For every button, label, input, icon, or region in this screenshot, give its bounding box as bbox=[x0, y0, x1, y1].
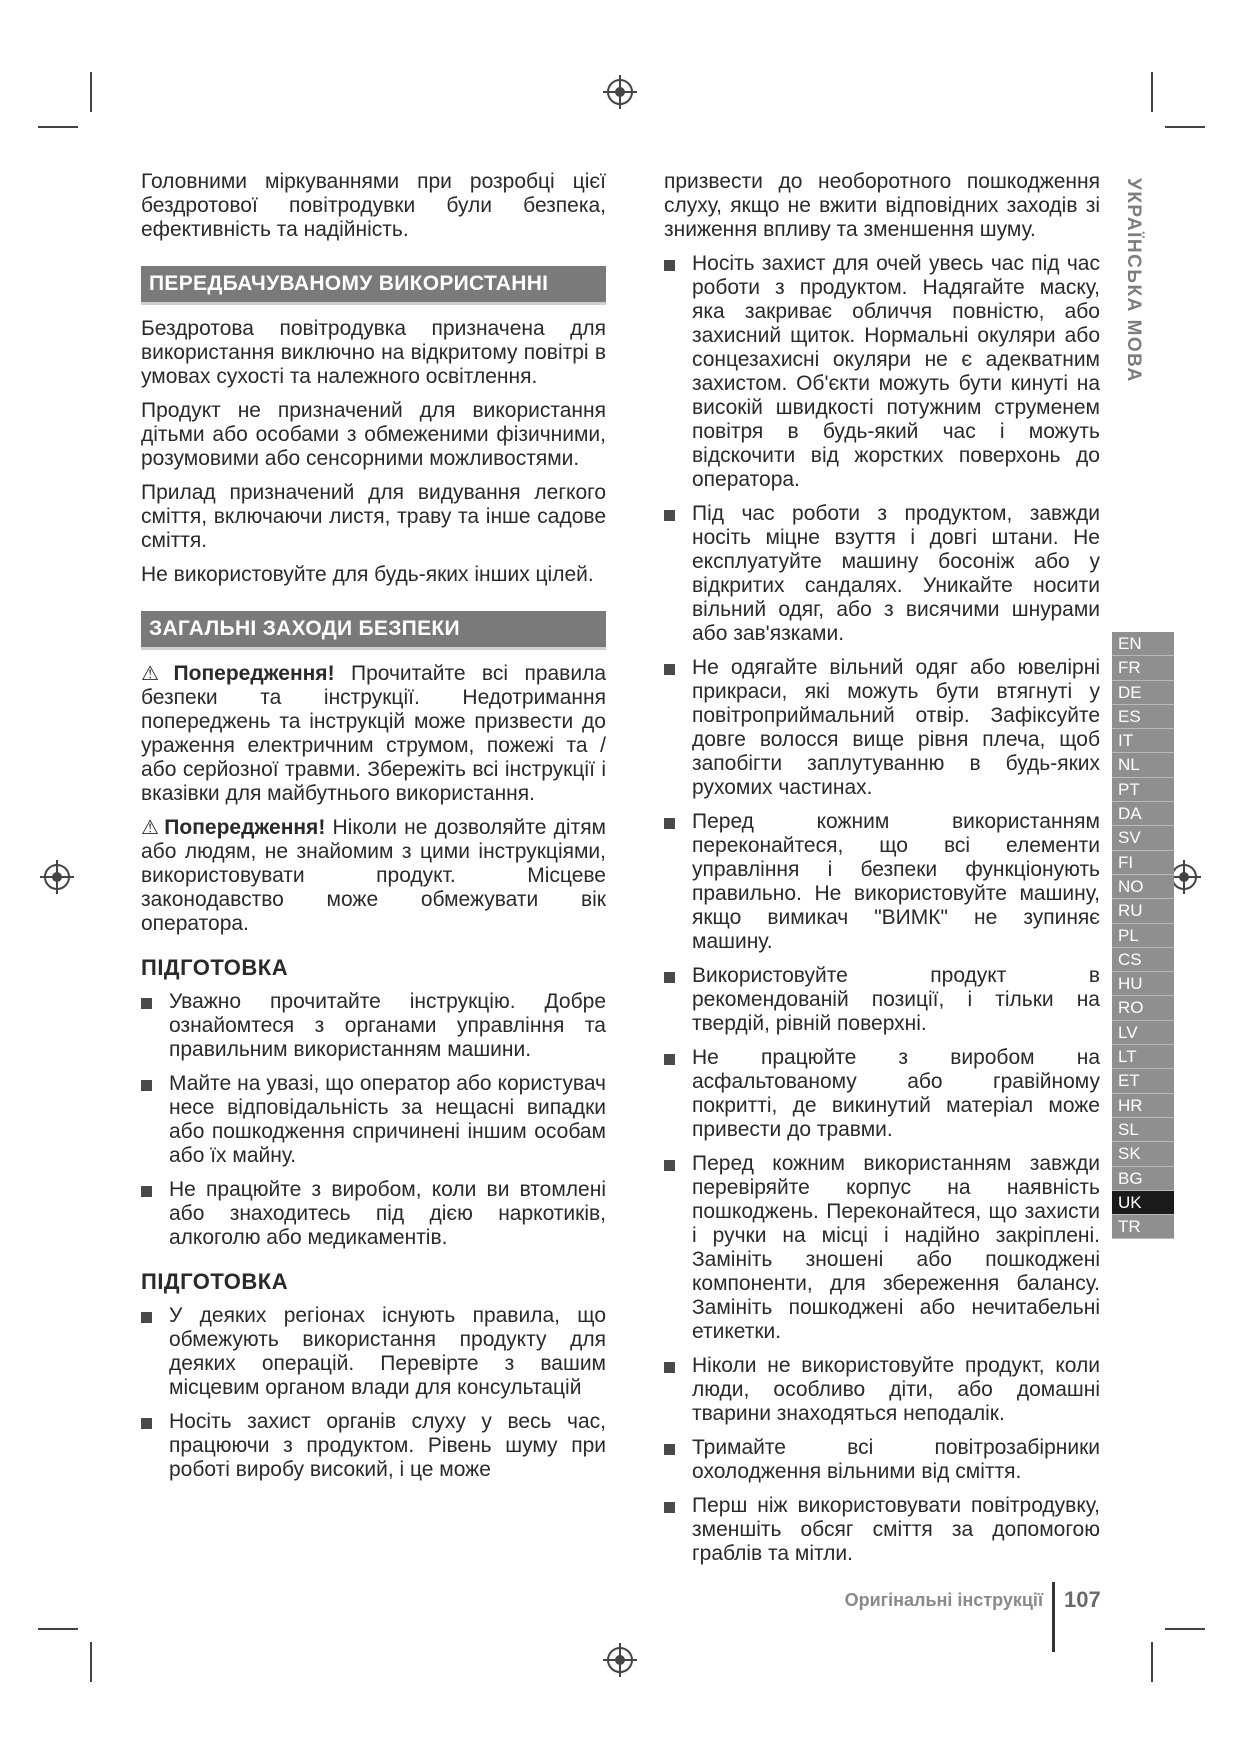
list-item: Майте на увазі, що оператор або користувач несе відповідальність за нещасні випадки або пошкодження спричинені іншим особам або їх майну. bbox=[141, 1072, 606, 1168]
page-number: 107 bbox=[1064, 1587, 1101, 1612]
list-item: Перед кожним використанням переконайтеся, що всі елементи управління і безпеки функціонують правильно. Не використовуйте машину, якщо вимикач "ВИМК" не зупиняє машину. bbox=[664, 810, 1100, 954]
language-tab-sk[interactable]: SK bbox=[1112, 1142, 1174, 1166]
bullet-square-icon bbox=[664, 1502, 675, 1513]
crop-mark bbox=[90, 1642, 92, 1682]
language-tab-pt[interactable]: PT bbox=[1112, 778, 1174, 802]
list-item: Носіть захист для очей увесь час під час роботи з продуктом. Надягайте маску, яка закриває обличчя повністю, або захисний щиток. Нормальні окуляри або сонцезахисні окуляри не є адекватним захистом. Об'єкти можуть бути кинуті на високій швидкості потужним струменем повітря в будь-який час і можуть відскочити від жорстких поверхонь до оператора. bbox=[664, 252, 1100, 492]
language-tab-en[interactable]: EN bbox=[1112, 632, 1174, 656]
list-item: Уважно прочитайте інструкцію. Добре ознайомтеся з органами управління та правильним використанням машини. bbox=[141, 990, 606, 1062]
language-tab-et[interactable]: ET bbox=[1112, 1069, 1174, 1093]
list-item: Перш ніж використовувати повітродувку, зменшіть обсяг сміття за допомогою граблів та мітли. bbox=[664, 1494, 1100, 1566]
language-tab-de[interactable]: DE bbox=[1112, 681, 1174, 705]
crop-mark bbox=[90, 72, 92, 112]
section-title-general-safety: ЗАГАЛЬНІ ЗАХОДИ БЕЗПЕКИ bbox=[141, 611, 606, 650]
crop-mark bbox=[38, 126, 78, 128]
list-item: Носіть захист органів слуху у весь час, працюючи з продуктом. Рівень шуму при роботі виробу високий, і це може bbox=[141, 1410, 606, 1482]
language-tab-sv[interactable]: SV bbox=[1112, 826, 1174, 850]
language-tab-da[interactable]: DA bbox=[1112, 802, 1174, 826]
language-tab-ru[interactable]: RU bbox=[1112, 899, 1174, 923]
language-tab-sl[interactable]: SL bbox=[1112, 1118, 1174, 1142]
bullet-square-icon bbox=[664, 510, 675, 521]
registration-mark-icon bbox=[44, 864, 70, 890]
crop-mark bbox=[38, 1628, 78, 1630]
bullet-square-icon bbox=[664, 1362, 675, 1373]
bullet-square-icon bbox=[664, 972, 675, 983]
language-tab-tr[interactable]: TR bbox=[1112, 1215, 1174, 1239]
crop-mark bbox=[1165, 126, 1205, 128]
subheading-preparation: ПІДГОТОВКА bbox=[141, 1269, 289, 1294]
language-tab-hu[interactable]: HU bbox=[1112, 972, 1174, 996]
bullet-square-icon bbox=[141, 1312, 152, 1323]
language-tab-ro[interactable]: RO bbox=[1112, 996, 1174, 1020]
language-tab-pl[interactable]: PL bbox=[1112, 924, 1174, 948]
list-item: Перед кожним використанням завжди перевіряйте корпус на наявність пошкоджень. Переконайтеся, що захисти і ручки на місці і надійно закріплені. Замініть зношені або пошкоджені компоненти, для збереження балансу. Замініть пошкоджені або нечитабельні етикетки. bbox=[664, 1152, 1100, 1344]
registration-mark-icon bbox=[607, 79, 633, 105]
list-item: Не працюйте з виробом на асфальтованому або гравійному покритті, де викинутий матеріал може привести до травми. bbox=[664, 1046, 1100, 1142]
list-item: У деяких регіонах існують правила, що обмежують використання продукту для деяких операцій. Перевірте з вашим місцевим органом влади для консультацій bbox=[141, 1304, 606, 1400]
language-tab-fr[interactable]: FR bbox=[1112, 656, 1174, 680]
registration-mark-icon bbox=[1171, 864, 1197, 890]
warning-paragraph bbox=[141, 816, 606, 936]
bullet-square-icon bbox=[141, 1186, 152, 1197]
list-item: Не одягайте вільний одяг або ювелірні прикраси, які можуть бути втягнуті у повітроприймальний отвір. Зафіксуйте довге волосся вище рівня плеча, щоб запобігти заплутуванню в будь-яких рухомих частинах. bbox=[664, 656, 1100, 800]
bullet-list bbox=[141, 990, 606, 1250]
paragraph: Продукт не призначений для використання дітьми або особами з обмеженими фізичними, розумовими або сенсорними можливостями. bbox=[141, 399, 606, 470]
bullet-list bbox=[141, 1304, 606, 1482]
footer-label: Оригінальні інструкції bbox=[844, 1590, 1043, 1610]
language-tab-uk[interactable]: UK bbox=[1112, 1191, 1174, 1215]
bullet-square-icon bbox=[664, 818, 675, 829]
paragraph: Не використовуйте для будь-яких інших цілей. bbox=[141, 563, 594, 586]
right-column bbox=[664, 170, 1100, 1576]
paragraph: Бездротова повітродувка призначена для використання виключно на відкритому повітрі в умовах сухості та належного освітлення. bbox=[141, 317, 606, 388]
registration-mark-icon bbox=[607, 1647, 633, 1673]
language-tab-es[interactable]: ES bbox=[1112, 705, 1174, 729]
language-tab-cs[interactable]: CS bbox=[1112, 948, 1174, 972]
language-tabs bbox=[1112, 632, 1174, 1239]
continuation-paragraph: призвести до необоротного пошкодження слуху, якщо не вжити відповідних заходів зі зниження впливу та зменшення шуму. bbox=[664, 170, 1100, 241]
warning-label: Попередження! bbox=[173, 662, 335, 685]
language-tab-it[interactable]: IT bbox=[1112, 729, 1174, 753]
language-tab-lv[interactable]: LV bbox=[1112, 1021, 1174, 1045]
side-language-title: УКРАЇНСЬКА МОВА bbox=[1123, 178, 1144, 383]
crop-mark bbox=[1151, 72, 1153, 112]
warning-triangle-icon: ⚠ bbox=[141, 817, 161, 839]
list-item: Ніколи не використовуйте продукт, коли люди, особливо діти, або домашні тварини знаходяться неподалік. bbox=[664, 1354, 1100, 1426]
language-tab-no[interactable]: NO bbox=[1112, 875, 1174, 899]
list-item: Використовуйте продукт в рекомендованій позиції, і тільки на твердій, рівній поверхні. bbox=[664, 964, 1100, 1036]
warning-label: Попередження! bbox=[164, 816, 326, 839]
language-tab-lt[interactable]: LT bbox=[1112, 1045, 1174, 1069]
list-item: Під час роботи з продуктом, завжди носіть міцне взуття і довгі штани. Не експлуатуйте машину босоніж або у відкритих сандалях. Уникайте носити вільний одяг, або з висячими шнурами або зав'язками. bbox=[664, 502, 1100, 646]
bullet-square-icon bbox=[664, 260, 675, 271]
warning-text: Ніколи не дозволяйте дітям або людям, не знайомим з цими інструкціями, використовувати продукт. Місцеве законодавство може обмежувати вік оператора. bbox=[141, 816, 606, 935]
warning-paragraph bbox=[141, 662, 606, 806]
language-tab-fi[interactable]: FI bbox=[1112, 851, 1174, 875]
bullet-square-icon bbox=[664, 1444, 675, 1455]
section-title-intended-use: ПЕРЕДБАЧУВАНОМУ ВИКОРИСТАННІ bbox=[141, 266, 606, 305]
intro-paragraph: Головними міркуваннями при розробці цієї бездротової повітродувки були безпека, ефективність та надійність. bbox=[141, 170, 606, 241]
bullet-square-icon bbox=[664, 1054, 675, 1065]
warning-triangle-icon: ⚠ bbox=[141, 663, 170, 685]
footer-divider bbox=[1052, 1582, 1055, 1652]
crop-mark bbox=[1165, 1628, 1205, 1630]
bullet-square-icon bbox=[664, 664, 675, 675]
crop-mark bbox=[1151, 1642, 1153, 1682]
list-item: Тримайте всі повітрозабірники охолодження вільними від сміття. bbox=[664, 1436, 1100, 1484]
left-column bbox=[141, 170, 606, 1492]
language-tab-hr[interactable]: HR bbox=[1112, 1094, 1174, 1118]
warning-text: Прочитайте всі правила безпеки та інструкції. Недотримання попереджень та інструкцій може призвести до ураження електричним струмом, пожежі та / або серйозної травми. Збережіть всі інструкції і вказівки для майбутнього використання. bbox=[141, 662, 606, 805]
subheading-preparation: ПІДГОТОВКА bbox=[141, 955, 289, 980]
bullet-square-icon bbox=[141, 998, 152, 1009]
bullet-square-icon bbox=[141, 1418, 152, 1429]
language-tab-nl[interactable]: NL bbox=[1112, 753, 1174, 777]
bullet-square-icon bbox=[141, 1080, 152, 1091]
bullet-list bbox=[664, 252, 1100, 1566]
bullet-square-icon bbox=[664, 1160, 675, 1171]
list-item: Не працюйте з виробом, коли ви втомлені або знаходитесь під дією наркотиків, алкоголю або медикаментів. bbox=[141, 1178, 606, 1250]
paragraph: Прилад призначений для видування легкого сміття, включаючи листя, траву та інше садове сміття. bbox=[141, 481, 606, 552]
language-tab-bg[interactable]: BG bbox=[1112, 1167, 1174, 1191]
